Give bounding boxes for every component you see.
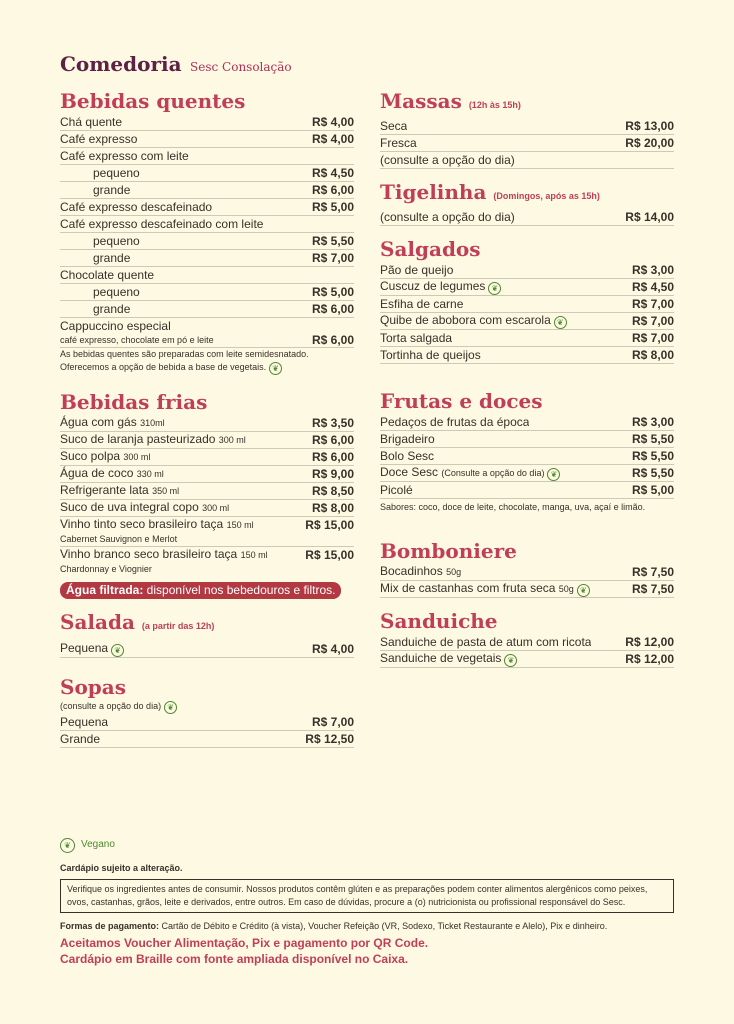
- section-title-bebidas-frias: Bebidas frias: [60, 390, 208, 414]
- footer: [60, 838, 674, 967]
- menu-item: Chá quente R$ 4,00: [60, 115, 354, 129]
- leaf-icon: ❦: [577, 584, 590, 597]
- menu-item: Café expresso com leite: [60, 148, 354, 165]
- menu-item: Café expresso descafeinado R$ 5,00: [60, 200, 354, 214]
- leaf-icon: ❦: [269, 362, 282, 375]
- menu-item: Café expresso R$ 4,00: [60, 132, 354, 146]
- menu-item: Mix de castanhas com fruta seca 50g ❦ R$ 7,50: [380, 581, 674, 596]
- menu-item: Pequena ❦ R$ 4,00: [60, 641, 354, 656]
- voucher-note: Aceitamos Voucher Alimentação, Pix e pagamento por QR Code.: [60, 936, 429, 950]
- vegan-legend: ❦ Vegano: [60, 838, 674, 853]
- menu-item: pequeno R$ 5,50: [60, 233, 354, 250]
- menu-item: Cuscuz de legumes ❦ R$ 4,50: [380, 279, 674, 294]
- menu-item: Bolo Sesc R$ 5,50: [380, 449, 674, 463]
- menu-item: Pedaços de frutas da época R$ 3,00: [380, 415, 674, 429]
- note-leite: As bebidas quentes são preparadas com leite semidesnatado.: [60, 349, 309, 359]
- menu-item: grande R$ 6,00: [60, 182, 354, 199]
- menu-item: Refrigerante lata 350 ml R$ 8,50: [60, 483, 354, 498]
- menu-item: Esfiha de carne R$ 7,00: [380, 297, 674, 311]
- menu-item: Tortinha de queijos R$ 8,00: [380, 348, 674, 362]
- menu-item: Cappuccino especial café expresso, chocolate em pó e leite R$ 6,00: [60, 319, 354, 347]
- bebidas-quentes-list: [60, 114, 354, 375]
- leaf-icon: ❦: [504, 654, 517, 667]
- left-column: [60, 88, 354, 748]
- menu-item: Bocadinhos 50g R$ 7,50: [380, 564, 674, 579]
- section-title-tigelinha: Tigelinha (Domingos, após as 15h): [380, 180, 600, 204]
- page-header: [60, 52, 292, 76]
- braille-note: Cardápio em Braille com fonte ampliada disponível no Caixa.: [60, 952, 409, 966]
- menu-item: Suco de uva integral copo 300 ml R$ 8,00: [60, 500, 354, 515]
- menu-item: Picolé R$ 5,00: [380, 483, 674, 497]
- menu-item: Suco polpa 300 ml R$ 6,00: [60, 449, 354, 464]
- menu-item: Fresca R$ 20,00: [380, 136, 674, 150]
- menu-item: Sanduiche de vegetais ❦ R$ 12,00: [380, 651, 674, 666]
- right-column: [380, 88, 674, 668]
- bebidas-frias-list: [60, 415, 354, 599]
- menu-item: Chocolate quente: [60, 267, 354, 284]
- menu-item: Suco de laranja pasteurizado 300 ml R$ 6,00: [60, 432, 354, 447]
- sabores-note: Sabores: coco, doce de leite, chocolate, manga, uva, açaí e limão.: [380, 502, 646, 512]
- menu-item: (consulte a opção do dia): [380, 152, 674, 169]
- leaf-icon: ❦: [60, 838, 75, 853]
- menu-item: Sanduiche de pasta de atum com ricota R$ 12,00: [380, 635, 674, 649]
- section-title-frutas: Frutas e doces: [380, 389, 543, 413]
- menu-item: Grande R$ 12,50: [60, 732, 354, 746]
- allergen-notice: Verifique os ingredientes antes de consumir. Nossos produtos contêm glúten e as preparações podem conter alimentos alergênicos como peixes, ovos, castanhas, grãos, leite e derivados, entre outros. Em caso de dúvidas, procure a (o) nutricionista ou profissional responsável do Sesc.: [60, 879, 674, 913]
- leaf-icon: ❦: [111, 644, 124, 657]
- alteracao-note: Cardápio sujeito a alteração.: [60, 863, 183, 873]
- section-title-bebidas-quentes: Bebidas quentes: [60, 89, 246, 113]
- wine-varieties: Cabernet Sauvignon e Merlot: [60, 533, 354, 547]
- section-title-salgados: Salgados: [380, 237, 481, 261]
- section-title-sopas: Sopas: [60, 675, 126, 699]
- wine-varieties: Chardonnay e Viognier: [60, 564, 152, 574]
- sopas-note: (consulte a opção do dia) ❦: [60, 700, 354, 714]
- payment-methods: Formas de pagamento: Cartão de Débito e Crédito (à vista), Voucher Refeição (VR, Sodexo, Ticket Restaurante e Alelo), Pix e dinheiro.: [60, 921, 608, 931]
- menu-item: Brigadeiro R$ 5,50: [380, 432, 674, 446]
- menu-item: Pão de queijo R$ 3,00: [380, 263, 674, 277]
- water-banner: Água filtrada: disponível nos bebedouros e filtros.: [60, 582, 341, 599]
- leaf-icon: ❦: [554, 316, 567, 329]
- menu-item: Café expresso descafeinado com leite: [60, 216, 354, 233]
- section-title-massas: Massas (12h às 15h): [380, 89, 521, 113]
- brand-title: Comedoria: [60, 52, 182, 76]
- menu-item: grande R$ 7,00: [60, 250, 354, 267]
- menu-item: pequeno R$ 4,50: [60, 165, 354, 182]
- location-label: Sesc Consolação: [190, 60, 292, 74]
- menu-item: Vinho branco seco brasileiro taça 150 ml R$ 15,00: [60, 547, 354, 562]
- section-title-sanduiche: Sanduiche: [380, 609, 498, 633]
- section-title-salada: Salada (a partir das 12h): [60, 610, 215, 634]
- menu-item: Pequena R$ 7,00: [60, 715, 354, 729]
- menu-item: Seca R$ 13,00: [380, 119, 674, 133]
- note-vegetais: Oferecemos a opção de bebida a base de vegetais. ❦: [60, 361, 354, 375]
- leaf-icon: ❦: [547, 468, 560, 481]
- menu-item: pequeno R$ 5,00: [60, 284, 354, 301]
- leaf-icon: ❦: [164, 701, 177, 714]
- menu-item: Quibe de abobora com escarola ❦ R$ 7,00: [380, 313, 674, 328]
- menu-item: Torta salgada R$ 7,00: [380, 331, 674, 345]
- menu-item: Vinho tinto seco brasileiro taça 150 ml R$ 15,00: [60, 517, 354, 532]
- leaf-icon: ❦: [488, 282, 501, 295]
- section-title-bomboniere: Bomboniere: [380, 539, 517, 563]
- menu-item: (consulte a opção do dia) R$ 14,00: [380, 210, 674, 224]
- menu-item: grande R$ 6,00: [60, 301, 354, 318]
- menu-item: Água com gás 310ml R$ 3,50: [60, 415, 354, 430]
- menu-item: Doce Sesc (Consulte a opção do dia) ❦ R$ 5,50: [380, 465, 674, 480]
- menu-item: Água de coco 330 ml R$ 9,00: [60, 466, 354, 481]
